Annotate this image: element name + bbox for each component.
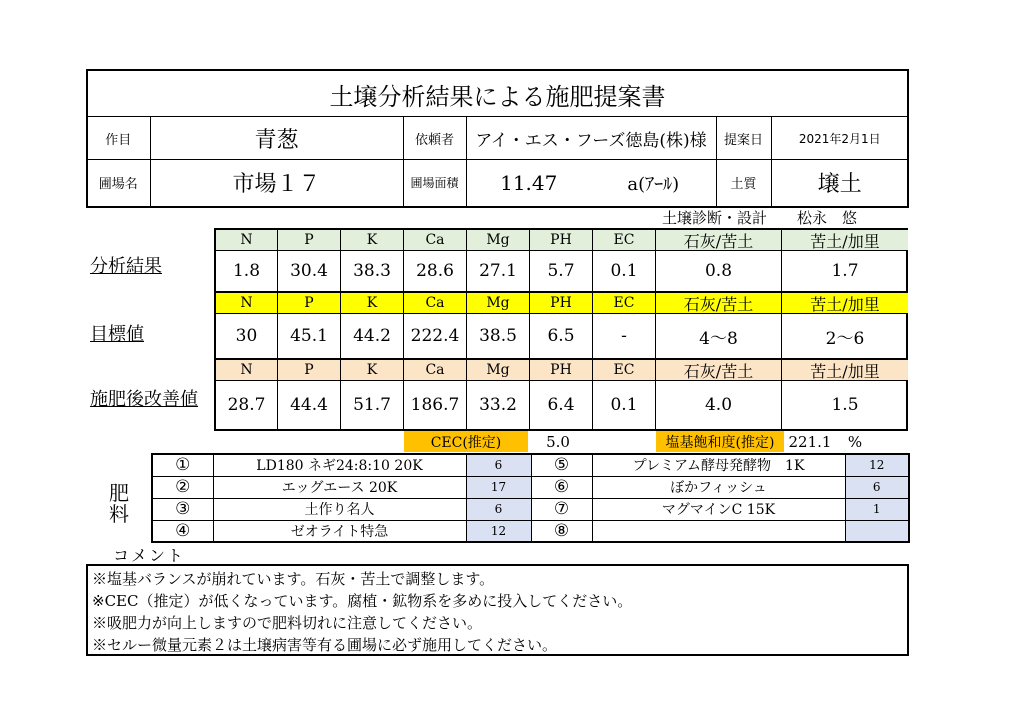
target-header-8: 苦土/加里: [782, 293, 908, 314]
target-header-6: EC: [593, 293, 656, 314]
fertilizer-quantity: 12: [845, 454, 909, 476]
designer-credit: 土壌診断・設計 松永 悠: [662, 209, 858, 227]
area-label: 圃場面積: [403, 160, 466, 206]
crop-label: 作目: [87, 117, 150, 160]
crop-value: 青葱: [150, 117, 403, 160]
fertilizer-table: [151, 453, 910, 543]
fertilizer-label-2: 料: [109, 501, 129, 526]
page-title: 土壌分析結果による施肥提案書: [329, 82, 666, 111]
fertilizer-quantity: 17: [466, 476, 531, 498]
improved-label: 施肥後改善値: [90, 389, 198, 410]
comment-label: コメント: [113, 546, 186, 565]
analysis-value-0: 1.8: [216, 251, 278, 293]
fertilizer-name: マグマインC 15K: [592, 498, 845, 520]
target-header-5: PH: [530, 293, 593, 314]
analysis-header-1: P: [278, 230, 341, 251]
fertilizer-name: 土作り名人: [213, 498, 466, 520]
cec-label: CEC(推定): [404, 431, 528, 452]
fertilizer-row: [152, 476, 909, 498]
fertilizer-quantity: 12: [466, 520, 531, 542]
analysis-value-7: 0.8: [656, 251, 782, 293]
fertilizer-quantity: 6: [466, 498, 531, 520]
improved-header-3: Ca: [404, 360, 467, 381]
cec-value: 5.0: [546, 432, 570, 451]
target-header-3: Ca: [404, 293, 467, 314]
comment-box: [86, 564, 909, 656]
improved-header-8: 苦土/加里: [782, 360, 908, 381]
fertilizer-name: プレミアム酵母発酵物 1K: [592, 454, 845, 476]
improved-value-4: 33.2: [467, 381, 530, 429]
header-table: [87, 116, 908, 206]
analysis-header-3: Ca: [404, 230, 467, 251]
analysis-value-4: 27.1: [467, 251, 530, 293]
fertilizer-row: [152, 498, 909, 520]
area-value: 11.47: [500, 170, 558, 195]
target-label: 目標値: [90, 324, 144, 345]
analysis-value-5: 5.7: [530, 251, 593, 293]
fertilizer-number: ①: [152, 454, 213, 476]
saturation-label: 塩基飽和度(推定): [656, 431, 784, 452]
target-value-1: 45.1: [278, 314, 341, 360]
comment-line: ※吸肥力が向上しますので肥料切れに注意してください。: [92, 614, 483, 632]
analysis-value-8: 1.7: [782, 251, 908, 293]
analysis-header-6: EC: [593, 230, 656, 251]
field-value: 市場１７: [150, 160, 403, 206]
area-cell: [466, 160, 716, 206]
fertilizer-name: LD180 ネギ24:8:10 20K: [213, 454, 466, 476]
date-value: 2021年2月1日: [771, 117, 908, 160]
fertilizer-quantity: [845, 520, 909, 542]
fertilizer-number: ⑧: [531, 520, 592, 542]
fertilizer-row: [152, 454, 909, 476]
analysis-header-7: 石灰/苦土: [656, 230, 782, 251]
saturation-value: 221.1: [788, 432, 832, 451]
fertilizer-quantity: 6: [845, 476, 909, 498]
analysis-label: 分析結果: [90, 256, 162, 277]
target-header-0: N: [216, 293, 278, 314]
target-value-5: 6.5: [530, 314, 593, 360]
fertilizer-quantity: 1: [845, 498, 909, 520]
analysis-grid: [214, 228, 908, 431]
analysis-header-0: N: [216, 230, 278, 251]
improved-value-7: 4.0: [656, 381, 782, 429]
analysis-value-2: 38.3: [341, 251, 404, 293]
improved-header-2: K: [341, 360, 404, 381]
target-value-2: 44.2: [341, 314, 404, 360]
target-value-8: 2〜6: [782, 314, 908, 360]
comment-line: ※塩基バランスが崩れています。石灰・苦土で調整します。: [92, 570, 495, 588]
comment-line: ※セルー微量元素２は土壌病害等有る圃場に必ず施用してください。: [92, 636, 558, 654]
analysis-header-8: 苦土/加里: [782, 230, 908, 251]
target-header-2: K: [341, 293, 404, 314]
improved-header-4: Mg: [467, 360, 530, 381]
target-value-7: 4〜8: [656, 314, 782, 360]
improved-value-3: 186.7: [404, 381, 467, 429]
improved-header-1: P: [278, 360, 341, 381]
analysis-value-3: 28.6: [404, 251, 467, 293]
target-header-1: P: [278, 293, 341, 314]
improved-header-5: PH: [530, 360, 593, 381]
improved-header-7: 石灰/苦土: [656, 360, 782, 381]
target-value-3: 222.4: [404, 314, 467, 360]
fertilizer-number: ⑤: [531, 454, 592, 476]
area-unit: a(ｱｰﾙ): [627, 173, 680, 195]
fertilizer-quantity: 6: [466, 454, 531, 476]
improved-value-5: 6.4: [530, 381, 593, 429]
improved-value-0: 28.7: [216, 381, 278, 429]
field-label: 圃場名: [87, 160, 150, 206]
analysis-header-4: Mg: [467, 230, 530, 251]
comment-line: ※CEC（推定）が低くなっています。腐植・鉱物系を多めに投入してください。: [92, 592, 633, 610]
analysis-header-5: PH: [530, 230, 593, 251]
target-header-4: Mg: [467, 293, 530, 314]
fertilizer-label-1: 肥: [109, 480, 129, 505]
analysis-value-1: 30.4: [278, 251, 341, 293]
improved-value-1: 44.4: [278, 381, 341, 429]
soil-value: 壌土: [771, 160, 908, 206]
improved-value-6: 0.1: [593, 381, 656, 429]
soil-label: 土質: [716, 160, 771, 206]
improved-header-6: EC: [593, 360, 656, 381]
fertilizer-name: ゼオライト特急: [213, 520, 466, 542]
fertilizer-number: ⑥: [531, 476, 592, 498]
fertilizer-number: ⑦: [531, 498, 592, 520]
analysis-header-2: K: [341, 230, 404, 251]
date-label: 提案日: [716, 117, 771, 160]
improved-value-8: 1.5: [831, 395, 859, 415]
target-header-7: 石灰/苦土: [656, 293, 782, 314]
fertilizer-number: ②: [152, 476, 213, 498]
target-value-6: -: [593, 314, 656, 360]
saturation-unit: %: [847, 432, 863, 451]
target-value-0: 30: [216, 314, 278, 360]
improved-value-2: 51.7: [341, 381, 404, 429]
fertilizer-name: [592, 520, 845, 542]
fertilizer-number: ③: [152, 498, 213, 520]
client-value: アイ・エス・フーズ徳島(株)様: [466, 117, 716, 160]
fertilizer-number: ④: [152, 520, 213, 542]
improved-header-0: N: [216, 360, 278, 381]
fertilizer-row: [152, 520, 909, 542]
client-label: 依頼者: [403, 117, 466, 160]
fertilizer-name: エッグエース 20K: [213, 476, 466, 498]
analysis-value-6: 0.1: [593, 251, 656, 293]
fertilizer-name: ぼかフィッシュ: [592, 476, 845, 498]
target-value-4: 38.5: [467, 314, 530, 360]
